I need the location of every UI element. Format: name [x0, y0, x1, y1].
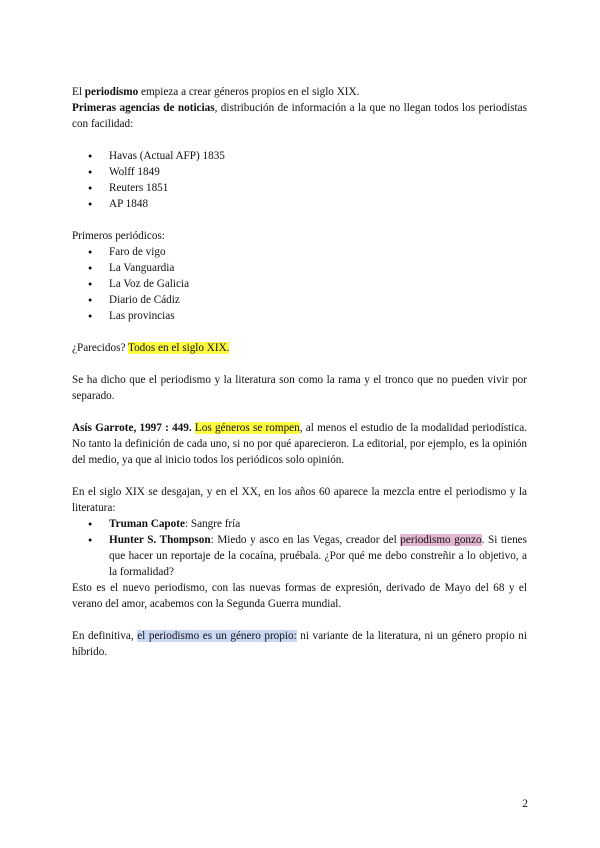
siglo-xix-paragraph: En el siglo XIX se desgajan, y en el XX, en los años 60 aparece la mezcla entre el periodismo y la literatura:: [72, 486, 527, 514]
list-item: ● Reuters 1851: [72, 180, 527, 196]
thompson-text: . Si tienes que hacer un reportaje de la cocaína, pruébala. ¿Por qué me debo constreñir a lo objetivo, a la formalidad?: [109, 534, 527, 578]
parecidos-question: ¿Parecidos?: [72, 342, 129, 354]
garrote-citation: Asís Garrote, 1997 : 449.: [72, 422, 192, 434]
garrote-text: , al menos el estudio de la modalidad periodística. No tanto la definición de cada uno, si no por qué aparecieron. La editorial, por ejemplo, es la opinión del medio, ya que al inicio todos los periódicos solo opinión.: [72, 422, 528, 466]
thompson-name: Hunter S. Thompson: [109, 534, 211, 546]
agencias-bold-term: Primeras agencias de noticias: [72, 102, 215, 114]
gonzo-highlight: periodismo gonzo: [400, 534, 482, 546]
periodicos-heading: Primeros periódicos:: [72, 230, 165, 242]
list-item: ● AP 1848: [72, 196, 527, 212]
list-item: ● Havas (Actual AFP) 1835: [72, 148, 527, 164]
list-item: ● La Vanguardia: [72, 260, 527, 276]
garrote-highlight: Los géneros se rompen: [194, 422, 300, 434]
list-item: [72, 516, 527, 532]
list-item: ● La Voz de Galicia: [72, 276, 527, 292]
thompson-text: : Miedo y asco en las Vegas, creador del: [210, 534, 401, 546]
autores-list: [72, 516, 527, 580]
conclusion-paragraph: [72, 628, 527, 660]
agencias-paragraph: [72, 100, 527, 132]
conclusion-text: En definitiva,: [72, 630, 138, 642]
capote-text: : Sangre fría: [184, 518, 241, 530]
conclusion-highlight: el periodismo es un género propio:: [137, 630, 297, 642]
periodicos-list: [72, 244, 527, 324]
intro-bold-term: periodismo: [84, 86, 139, 98]
agencias-text: , distribución de información a la que no llegan todos los periodistas con facilidad:: [72, 102, 527, 130]
list-item: ● Faro de vigo: [72, 244, 527, 260]
page-number: 2: [522, 798, 528, 810]
intro-text: empieza a crear géneros propios en el siglo XIX.: [138, 86, 360, 98]
intro-text: El: [72, 86, 85, 98]
list-item: [72, 532, 527, 580]
nuevo-periodismo-paragraph: Esto es el nuevo periodismo, con las nuevas formas de expresión, derivado de Mayo del 68 y el verano del amor, acabemos con la Segunda Guerra mundial.: [72, 582, 527, 610]
conclusion-text: ni variante de la literatura, ni un género propio ni híbrido.: [72, 630, 527, 658]
parecidos-paragraph: [72, 340, 527, 356]
agencias-list: [72, 148, 527, 212]
capote-name: Truman Capote: [109, 518, 185, 530]
document-body: [72, 84, 527, 660]
list-item: ● Wolff 1849: [72, 164, 527, 180]
parecidos-highlight: Todos en el siglo XIX.: [128, 342, 230, 354]
intro-paragraph: [72, 84, 527, 100]
list-item: ● Las provincias: [72, 308, 527, 324]
rama-tronco-paragraph: Se ha dicho que el periodismo y la literatura son como la rama y el tronco que no pueden vivir por separado.: [72, 374, 527, 402]
list-item: ● Diario de Cádiz: [72, 292, 527, 308]
garrote-paragraph: [72, 420, 527, 468]
